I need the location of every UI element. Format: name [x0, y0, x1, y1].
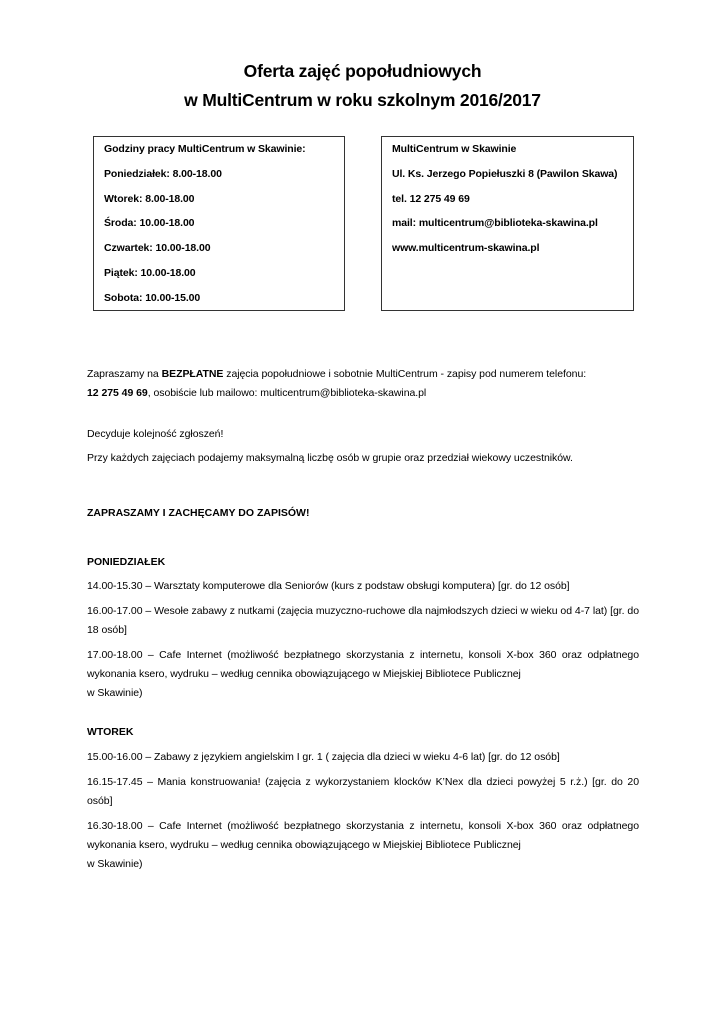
tuesday-item-2: 16.15-17.45 – Mania konstruowania! (zajęcia z wykorzystaniem klocków K’Nex dla dzieci powyżej 5 r.ż.) [gr. do 20 osób] — [87, 776, 639, 807]
hours-tuesday: Wtorek: 8.00-18.00 — [104, 193, 195, 205]
invite-heading: ZAPRASZAMY I ZACHĘCAMY DO ZAPISÓW! — [87, 507, 310, 519]
note-order: Decyduje kolejność zgłoszeń! — [87, 428, 224, 440]
monday-item-3: 17.00-18.00 – Cafe Internet (możliwość bezpłatnego skorzystania z internetu, konsoli X-box 360 oraz odpłatnego wykonania ksero, wydruku – według cennika obowiązującego w Miejskiej Bibliotece Publicznej — [87, 649, 639, 680]
intro-free-label: BEZPŁATNE — [161, 368, 224, 380]
contact-box — [381, 136, 634, 311]
intro-text-2: zajęcia popołudniowe i sobotnie MultiCentrum - zapisy pod numerem telefonu: — [223, 368, 587, 380]
hours-wednesday: Środa: 10.00-18.00 — [104, 217, 195, 229]
contact-mail[interactable]: mail: multicentrum@biblioteka-skawina.pl — [392, 217, 598, 229]
intro-phone: 12 275 49 69 — [87, 387, 148, 399]
monday-item-1: 14.00-15.30 – Warsztaty komputerowe dla Seniorów (kurs z podstaw obsługi komputera) [gr. do 12 osób] — [87, 580, 570, 592]
intro-text-3: , osobiście lub mailowo: multicentrum@biblioteka-skawina.pl — [147, 387, 427, 399]
page-title-line2: w MultiCentrum w roku szkolnym 2016/2017 — [184, 90, 541, 110]
monday-heading: PONIEDZIAŁEK — [87, 556, 166, 568]
contact-name: MultiCentrum w Skawinie — [392, 143, 517, 155]
hours-friday: Piątek: 10.00-18.00 — [104, 267, 196, 279]
tuesday-item-3-cont: w Skawinie) — [87, 858, 143, 870]
contact-phone[interactable]: tel. 12 275 49 69 — [392, 193, 470, 205]
opening-hours-box — [93, 136, 345, 311]
hours-thursday: Czwartek: 10.00-18.00 — [104, 242, 211, 254]
tuesday-item-1: 15.00-16.00 – Zabawy z językiem angielskim I gr. 1 ( zajęcia dla dzieci w wieku 4-6 lat) [gr. do 12 osób] — [87, 751, 560, 763]
monday-item-2: 16.00-17.00 – Wesołe zabawy z nutkami (zajęcia muzyczno-ruchowe dla najmłodszych dzieci w wieku od 4-7 lat) [gr. do 18 osób] — [87, 605, 639, 636]
monday-item-3-cont: w Skawinie) — [87, 687, 143, 699]
intro-text-1: Zapraszamy na — [87, 368, 162, 380]
intro-paragraph — [87, 365, 639, 403]
opening-hours-heading: Godziny pracy MultiCentrum w Skawinie: — [104, 143, 306, 155]
tuesday-heading: WTOREK — [87, 726, 134, 738]
contact-address: Ul. Ks. Jerzego Popiełuszki 8 (Pawilon Skawa) — [392, 168, 618, 180]
hours-saturday: Sobota: 10.00-15.00 — [104, 292, 201, 304]
tuesday-item-3: 16.30-18.00 – Cafe Internet (możliwość bezpłatnego skorzystania z internetu, konsoli X-box 360 oraz odpłatnego wykonania ksero, wydruku – według cennika obowiązującego w Miejskiej Bibliotece Publicznej — [87, 820, 639, 851]
contact-website[interactable]: www.multicentrum-skawina.pl — [392, 242, 540, 254]
hours-monday: Poniedziałek: 8.00-18.00 — [104, 168, 222, 180]
note-limits: Przy każdych zajęciach podajemy maksymalną liczbę osób w grupie oraz przedział wiekowy uczestników. — [87, 452, 573, 464]
page-title-line1: Oferta zajęć popołudniowych — [243, 61, 482, 81]
